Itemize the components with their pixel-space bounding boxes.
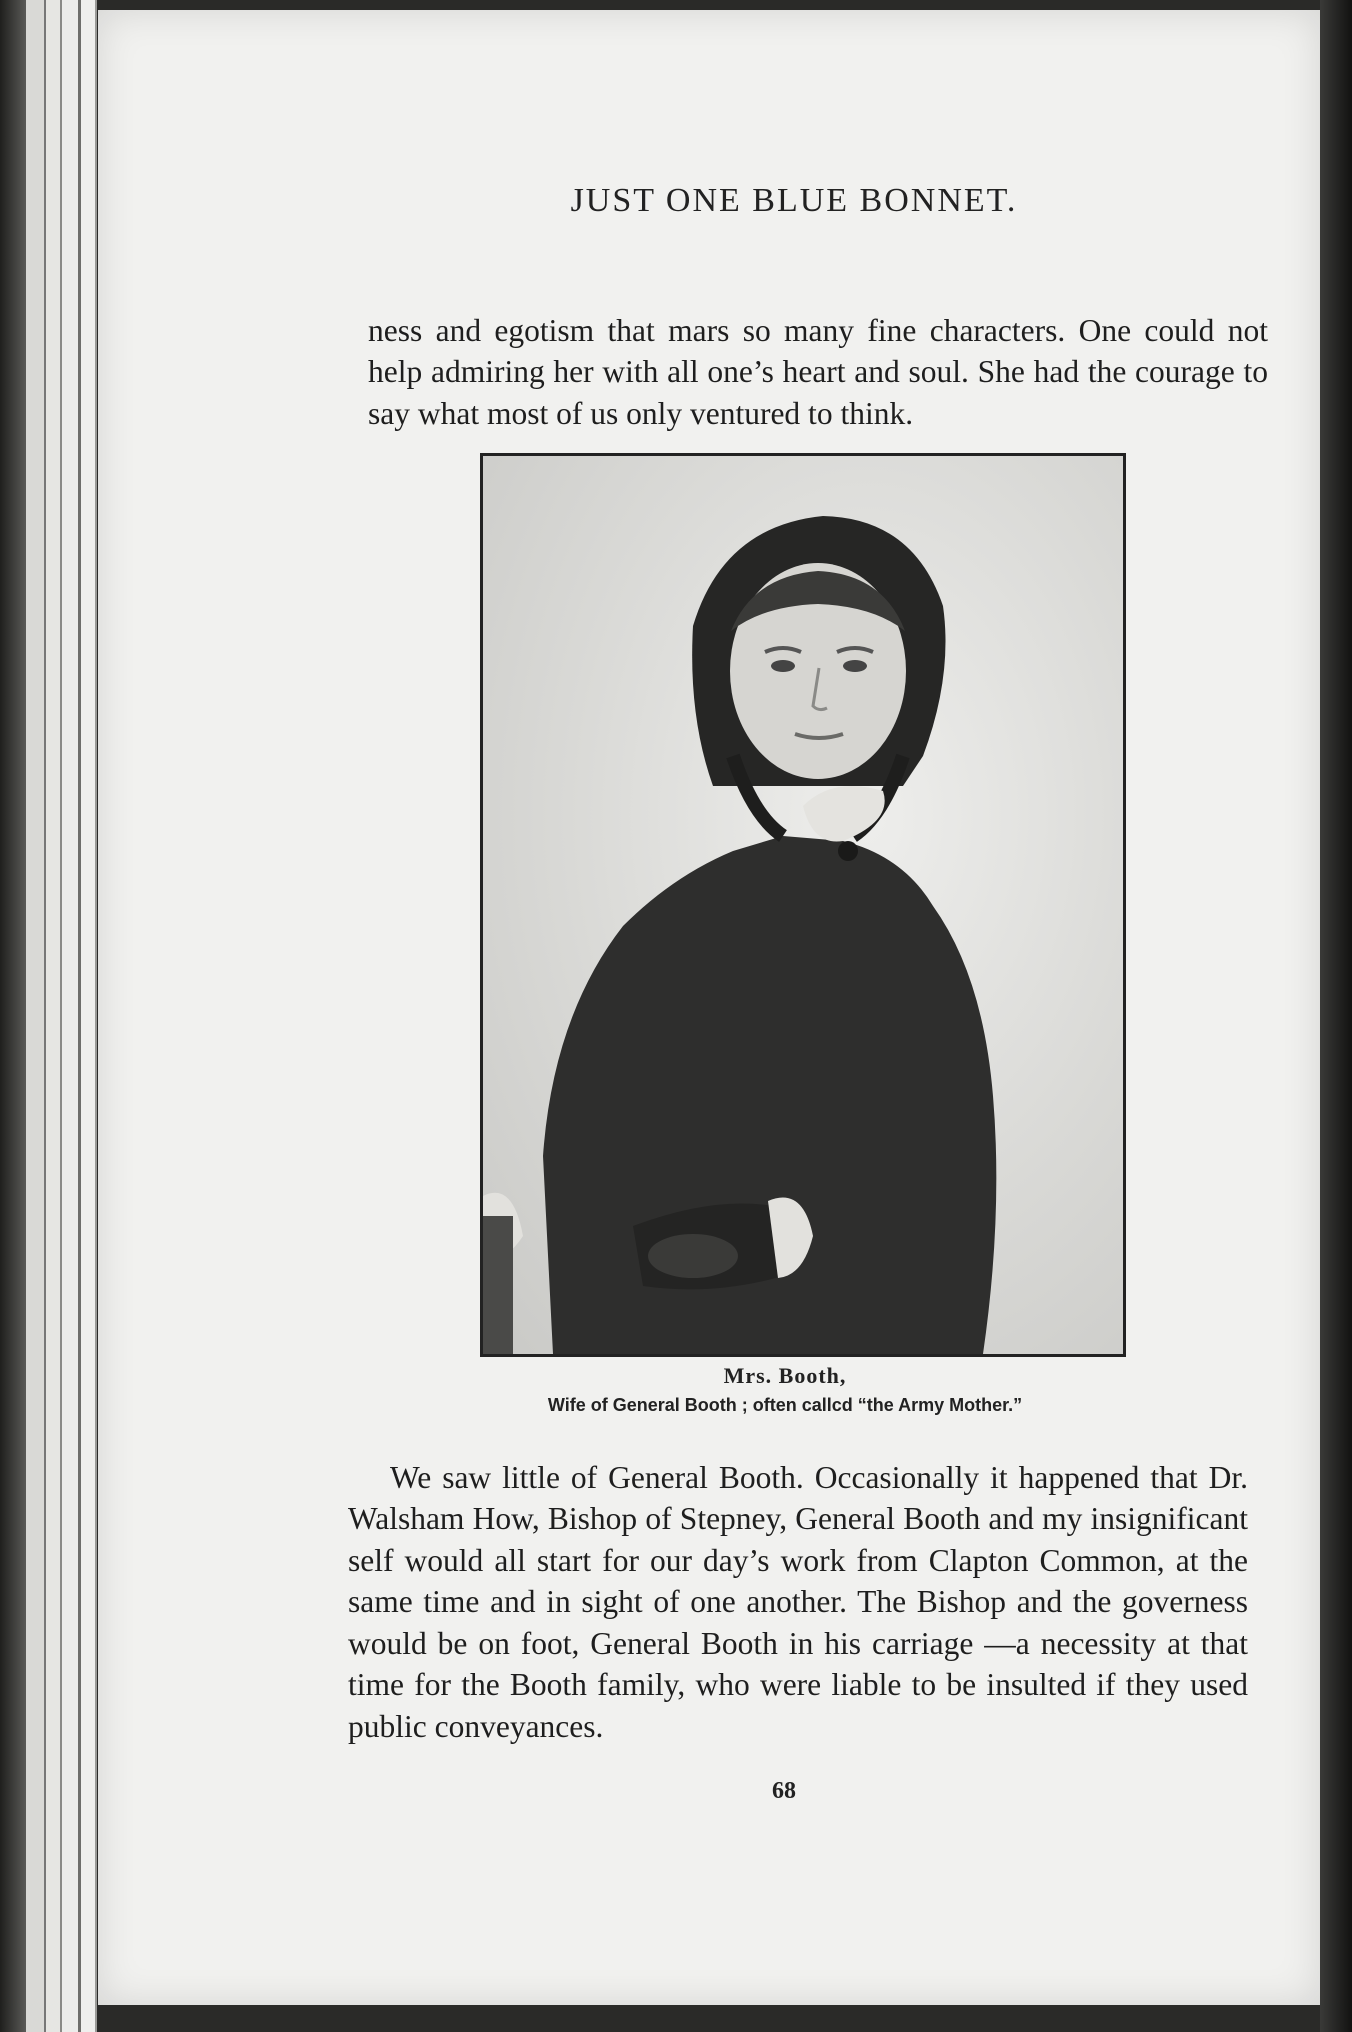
- figure-caption-title: Mrs. Booth,: [723, 1363, 847, 1388]
- page-edge: [81, 0, 97, 2032]
- book-spine-shadow: [0, 0, 26, 2032]
- figure-caption-description: Wife of General Booth ; often callcd “the Army Mother.”: [547, 1395, 1023, 1415]
- page-edge: [62, 0, 81, 2032]
- book-background-right: [1320, 0, 1352, 2032]
- book-page: [98, 10, 1320, 2005]
- paragraph-bottom: We saw little of General Booth. Occasionally it happened that Dr. Walsham How, Bishop of Stepney, General Booth and my insignificant self would all start for our day’s work from Clapton Common, at the same time and in sight of one another. The Bishop and the governess would be on foot, General Booth in his carriage —a necessity at that time for the Booth family, who were liable to be insulted if they used public conveyances.: [348, 1459, 1248, 1744]
- page-edge: [26, 0, 46, 2032]
- paragraph-top: ness and egotism that mars so many fine characters. One could not help admiring her with all one’s heart and soul. She had the courage to say what most of us only ventured to think.: [368, 312, 1268, 431]
- portrait-photo: [480, 453, 1126, 1357]
- page-edge: [46, 0, 62, 2032]
- running-head: JUST ONE BLUE BONNET.: [570, 182, 1018, 219]
- page-number: 68: [772, 1778, 796, 1804]
- portrait-illustration: [483, 456, 1123, 1354]
